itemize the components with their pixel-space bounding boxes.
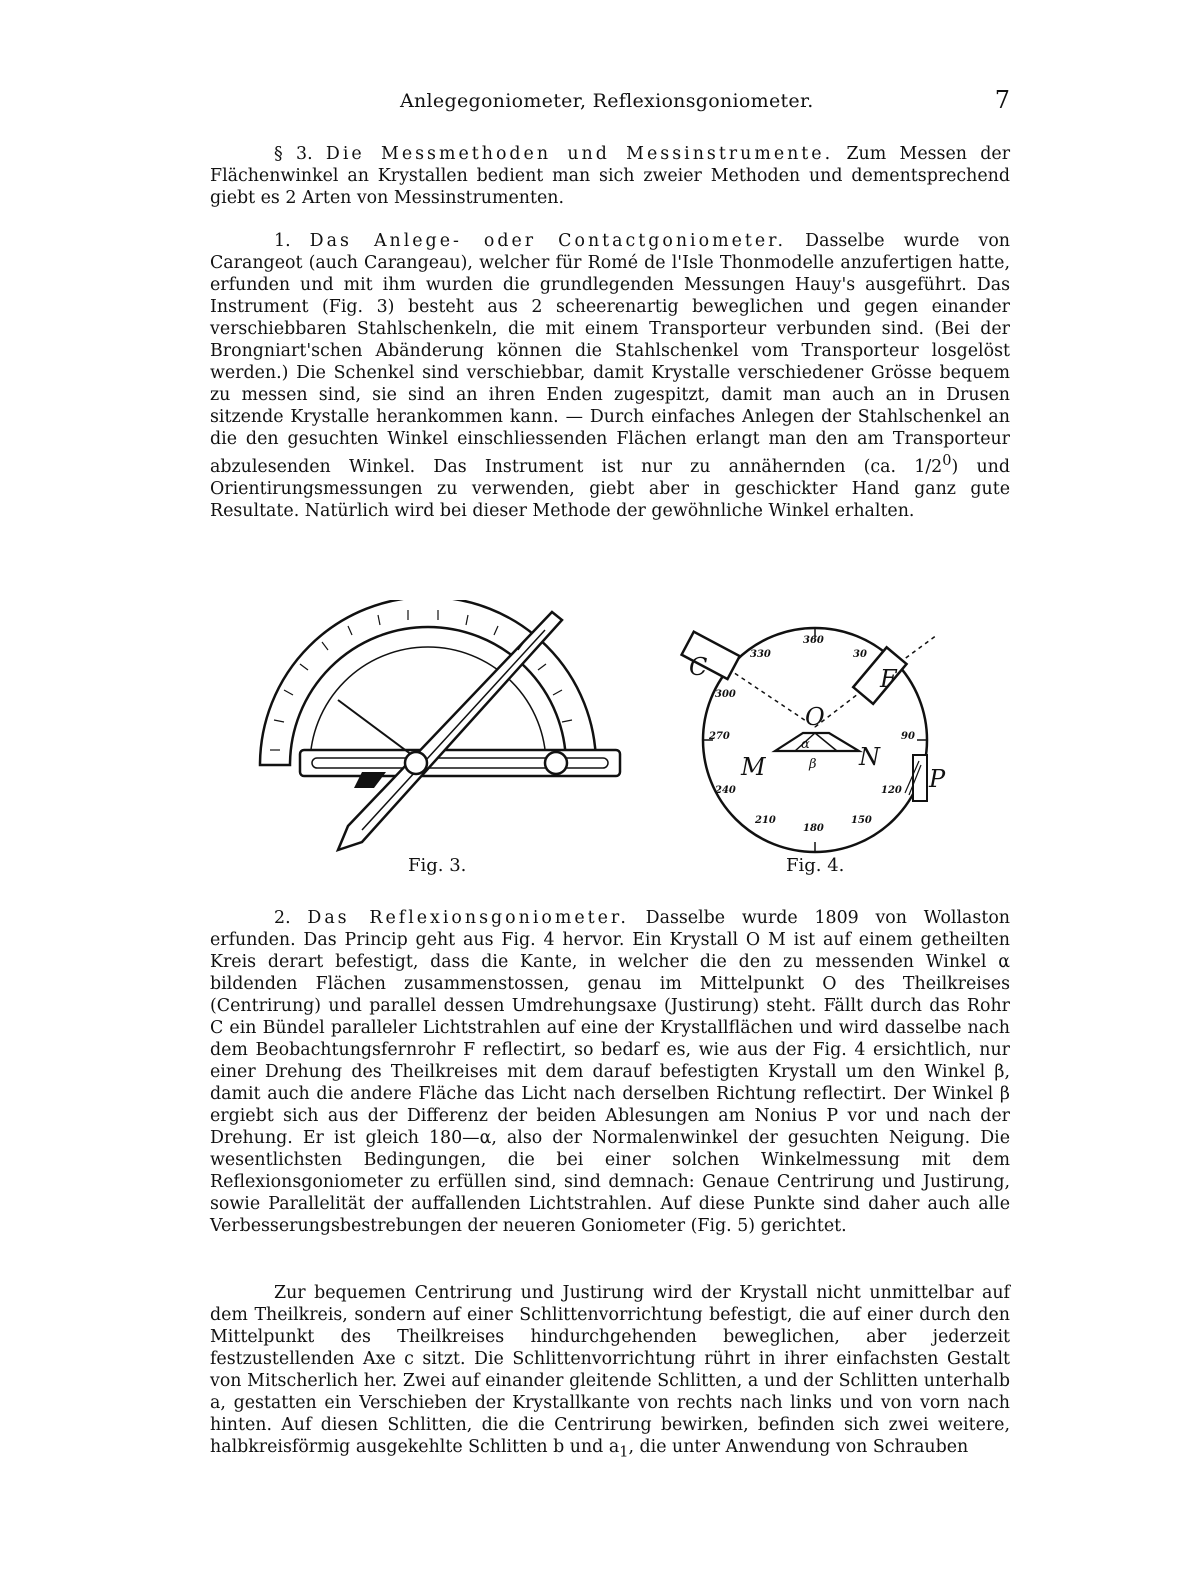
tick-300: 300 xyxy=(715,689,736,700)
figure-4-caption: Fig. 4. xyxy=(786,855,845,876)
degree-sign: 0 xyxy=(942,453,952,469)
running-title: Anlegegoniometer, Reflexionsgoniometer. xyxy=(400,90,814,112)
label-M: M xyxy=(741,753,766,781)
item-1-title: Das Anlege- oder Contactgoniometer. xyxy=(309,231,787,251)
item-2-paragraph xyxy=(210,907,1010,1237)
label-F: F xyxy=(880,665,897,693)
paragraph-3-text-a: Zur bequemen Centrirung und Justirung wird der Krystall nicht unmittelbar auf dem Theilkreis, sondern auf einer Schlittenvorrichtung befestigt, die auf einer durch den Mittelpunkt des Theilkreises hindurchgehenden beweglichen, aber jederzeit festzustellenden Axe c sitzt. Die Schlittenvorrichtung rührt in ihrer einfachsten Gestalt von Mitscherlich her. Zwei auf einander gleitende Schlitten, a und der Schlitten unterhalb a, gestatten ein Verschieben der Krystallkante von rechts nach links und von vorn nach hinten. Auf diesen Schlitten, die die Centrirung bewirken, befinden sich zwei weitere, halbkreisförmig ausgekehlte Schlitten b und a xyxy=(210,1283,1010,1457)
section-title: Die Messmethoden und Messinstrumente. xyxy=(325,144,834,164)
label-O: O xyxy=(805,703,825,731)
tick-180: 180 xyxy=(803,823,824,834)
item-2-title: Das Reflexionsgoniometer. xyxy=(307,908,629,928)
tick-30: 30 xyxy=(853,649,867,660)
page-header xyxy=(210,86,1010,116)
item-1-number: 1. xyxy=(274,231,291,251)
label-alpha: α xyxy=(801,737,810,752)
label-C: C xyxy=(689,653,708,681)
section-3-paragraph xyxy=(210,143,1010,209)
page-number: 7 xyxy=(994,86,1010,114)
item-2-number: 2. xyxy=(274,908,291,928)
paragraph-3 xyxy=(210,1282,1010,1463)
section-label: § 3. xyxy=(274,144,313,164)
figure-3-contact-goniometer xyxy=(250,600,630,870)
item-1-text-b: ) und Orientirungsmessungen zu verwenden, giebt aber in geschickter Hand ganz gute Resultate. Natürlich wird bei dieser Methode der gewöhnliche Winkel erhalten. xyxy=(210,456,1011,521)
tick-120: 120 xyxy=(881,785,902,796)
figure-4-reflection-principle xyxy=(675,615,960,855)
label-beta: β xyxy=(809,757,817,772)
item-1-paragraph xyxy=(210,230,1010,522)
tick-150: 150 xyxy=(851,815,872,826)
tick-270: 270 xyxy=(709,731,730,742)
label-N: N xyxy=(859,743,880,771)
tick-90: 90 xyxy=(901,731,915,742)
subscript: 1 xyxy=(619,1444,629,1461)
tick-240: 240 xyxy=(715,785,736,796)
item-2-text: Dasselbe wurde 1809 von Wollaston erfunden. Das Princip geht aus Fig. 4 hervor. Ein Krystall O M ist auf einem getheilten Kreis derart befestigt, dass die Kante, in welcher die den zu messenden Winkel α bildenden Flächen zusammenstossen, genau im Mittelpunkt O des Theilkreises (Centrirung) und parallel dessen Umdrehungsaxe (Justirung) steht. Fällt durch das Rohr C ein Bündel paralleler Lichtstrahlen auf eine der Krystallflächen und wird dasselbe nach dem Beobachtungsfernrohr F reflectirt, so bedarf es, wie aus der Fig. 4 ersichtlich, nur einer Drehung des Theilkreises mit dem darauf befestigten Krystall um den Winkel β, damit auch die andere Fläche das Licht nach derselben Richtung reflectirt. Der Winkel β ergiebt sich aus der Differenz der beiden Ablesungen am Nonius P vor und nach der Drehung. Er ist gleich 180—α, also der Normalenwinkel der gesuchten Neigung. Die wesentlichsten Bedingungen, die bei einer solchen Winkelmessung mit dem Reflexionsgoniometer zu erfüllen sind, sind demnach: Genaue Centrirung und Justirung, sowie Parallelität der auffallenden Lichtstrahlen. Auf diese Punkte sind daher auch alle Verbesserungsbestrebungen der neueren Goniometer (Fig. 5) gerichtet. xyxy=(210,908,1010,1236)
tick-210: 210 xyxy=(755,815,776,826)
fraction: 1/2 xyxy=(914,456,943,477)
figure-3-caption: Fig. 3. xyxy=(408,855,467,876)
label-P: P xyxy=(929,765,946,793)
tick-360: 360 xyxy=(803,635,824,646)
paragraph-3-text-b: , die unter Anwendung von Schrauben xyxy=(628,1437,969,1457)
item-1-text-a: Dasselbe wurde von Carangeot (auch Carangeau), welcher für Romé de l'Isle Thonmodelle anzufertigen hatte, erfunden und mit ihm wurden die grundlegenden Messungen Hauy's ausgeführt. Das Instrument (Fig. 3) besteht aus 2 scheerenartig beweglichen und gegen einander verschiebbaren Stahlschenkeln, die mit einem Transporteur verbunden sind. (Bei der Brongniart'schen Abänderung können die Stahlschenkel vom Transporteur losgelöst werden.) Die Schenkel sind verschiebbar, damit Krystalle verschiedener Grösse bequem zu messen sind, sie sind an ihren Enden zugespitzt, damit man auch an in Drusen sitzende Krystalle herankommen kann. — Durch einfaches Anlegen der Stahlschenkel an die den gesuchten Winkel einschliessenden Flächen erlangt man den am Transporteur abzulesenden Winkel. Das Instrument ist nur zu annähernden (ca. xyxy=(210,231,1011,477)
tick-330: 330 xyxy=(750,649,771,660)
section-3-text: Zum Messen der Flächenwinkel an Krystallen bedient man sich zweier Methoden und dementsprechend giebt es 2 Arten von Messinstrumenten. xyxy=(210,144,1011,208)
